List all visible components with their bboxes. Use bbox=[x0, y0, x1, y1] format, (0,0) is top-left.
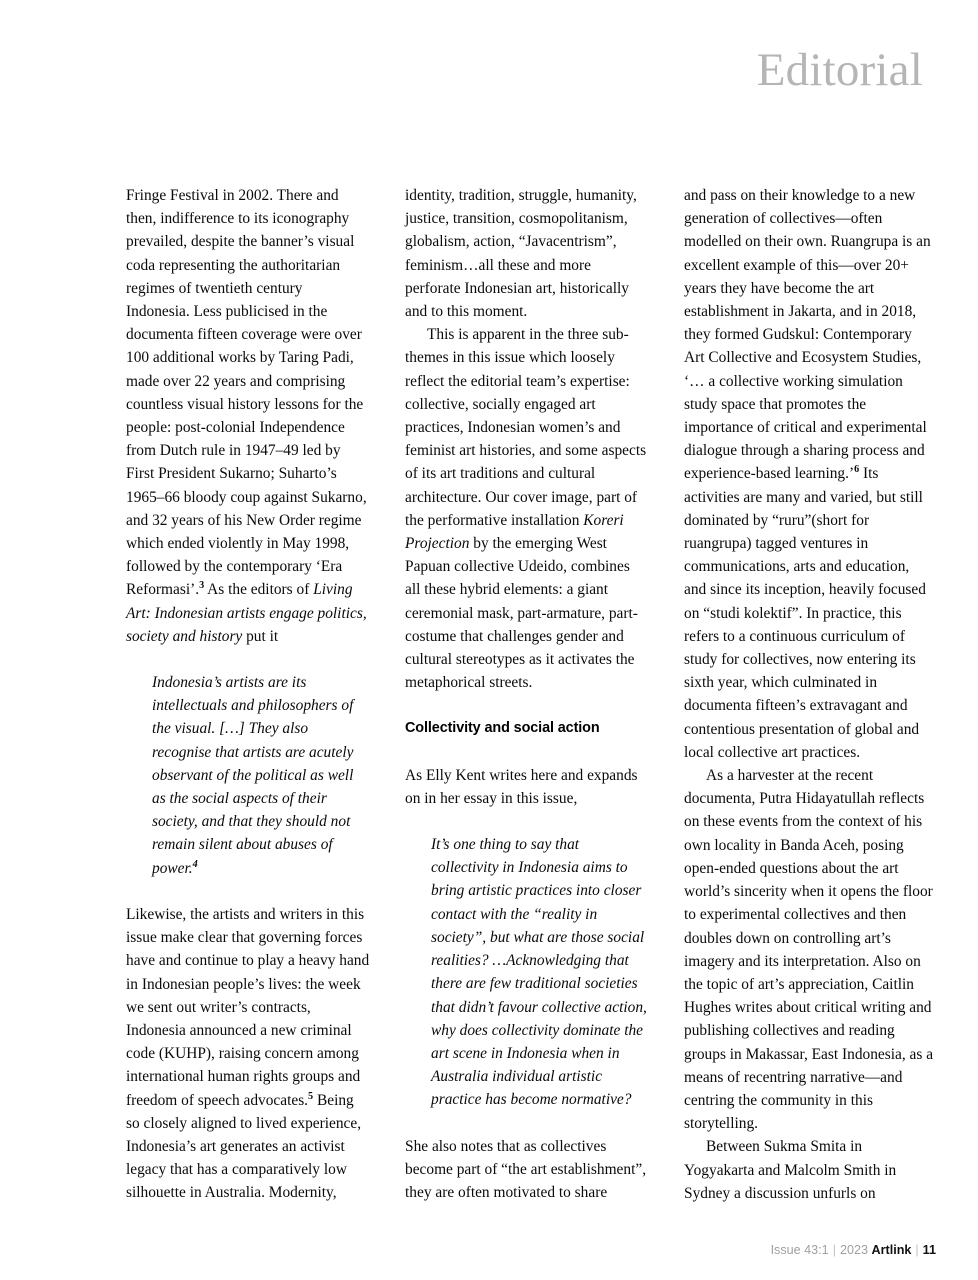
paragraph: identity, tradition, struggle, humanity, justice, transition, cosmopolitanism, globalism, action, “Javacentrism”, feminism…all these and more perforate Indonesian art, historically and to this moment. bbox=[405, 187, 637, 321]
page-footer bbox=[0, 1242, 936, 1258]
column-2 bbox=[405, 184, 649, 1205]
block-quote: It’s one thing to say that collectivity in Indonesia aims to bring artistic practices into closer contact with the “reality in society”, but what are those social realities? …Acknowledging that there are few traditional societies that didn’t favour collective action, why does collectivity dominate the art scene in Indonesia when in Australia individual artistic practice has become normative? bbox=[431, 836, 647, 1109]
paragraph-text: Being so closely aligned to lived experience, Indonesia’s art generates an activist legacy that has a comparatively low silhouette in Australia. Modernity, bbox=[126, 1091, 362, 1202]
paragraph-text: As the editors of bbox=[204, 581, 314, 599]
column-1 bbox=[126, 184, 370, 1205]
page-header bbox=[0, 42, 923, 112]
paragraph bbox=[126, 184, 370, 648]
block-quote-text: Indonesia’s artists are its intellectuals and philosophers of the visual. […] They also recognise that artists are acutely observant of the political as well as the social aspects of their society, and that they should not remain silent about abuses of power. bbox=[152, 674, 354, 877]
book-title: Living Art: Indonesian artists engage politics, society and history bbox=[126, 581, 367, 645]
paragraph-text: and pass on their knowledge to a new generation of collectives—often modelled on their own. Ruangrupa is an excellent example of this—over 20+ years they have become the art establishment in Jakarta, and in 2018, they formed Gudskul: Contemporary Art Collective and Ecosystem Studies, ‘… a collective working simulation study space that promotes the importance of critical and experimental dialogue through a sharing process and experience-based learning.’ bbox=[684, 187, 931, 483]
footnote-marker[interactable]: 5 bbox=[308, 1090, 314, 1102]
paragraph: As a harvester at the recent documenta, Putra Hidayatullah reflects on these events from the context of his own locality in Banda Aceh, posing open-ended questions about the art world’s sincerity when it opens the floor to experimental collectives and then doubles down on controlling art’s imagery and its interpretation. Also on the topic of art’s appreciation, Caitlin Hughes writes about critical writing and publishing collectives and reading groups in Makassar, East Indonesia, as a means of recentring narrative—and centring the community in this storytelling. bbox=[684, 767, 934, 1133]
article-columns bbox=[126, 184, 934, 1205]
footer-page-number: 11 bbox=[922, 1243, 936, 1257]
footer-year: 2023 bbox=[839, 1243, 868, 1257]
paragraph bbox=[126, 903, 370, 1205]
block-quote bbox=[126, 671, 370, 880]
footer-separator: | bbox=[915, 1243, 919, 1257]
footnote-marker[interactable]: 6 bbox=[854, 464, 860, 476]
footer-brand: Artlink bbox=[871, 1243, 912, 1257]
footnote-marker[interactable]: 3 bbox=[199, 580, 205, 592]
footnote-marker[interactable]: 4 bbox=[192, 858, 198, 870]
footer-issue: Issue 43:1 bbox=[770, 1243, 829, 1257]
paragraph: Between Sukma Smita in Yogyakarta and Malcolm Smith in Sydney a discussion unfurls on bbox=[684, 1138, 897, 1202]
paragraph-text: Its activities are many and varied, but still dominated by “ruru”(short for ruangrupa) tagged ventures in communications, arts and education, and since its inception, heavily focused on “studi kolektif”. In practice, this refers to a continuous curriculum of study for collectives, now entering its sixth year, which culminated in documenta fifteen’s extravagant and contentious presentation of global and local collective art practices. bbox=[684, 465, 926, 761]
column-3 bbox=[684, 184, 934, 1205]
paragraph bbox=[684, 184, 934, 764]
footer-separator: | bbox=[832, 1243, 836, 1257]
artwork-title: Koreri Projection bbox=[405, 511, 624, 553]
paragraph-text: by the emerging West Papuan collective Udeido, combines all these hybrid elements: a giant ceremonial mask, part-armature, part-costume that challenges gender and cultural stereotypes as it activates the metaphorical streets. bbox=[405, 535, 638, 692]
paragraph-text: Likewise, the artists and writers in this issue make clear that governing forces have and continue to play a heavy hand in Indonesian people’s lives: the week we sent out writer’s contracts, Indonesia announced a new criminal code (KUHP), raising concern among international human rights groups and freedom of speech advocates. bbox=[126, 905, 370, 1109]
paragraph-text: Fringe Festival in 2002. There and then, indifference to its iconography prevailed, despite the banner’s visual coda representing the authoritarian regimes of twentieth century Indonesia. Less publicised in the documenta fifteen coverage were over 100 additional works by Taring Padi, made over 22 years and comprising countless visual history lessons for the people: post-colonial Independence from Dutch rule in 1947–49 led by First President Sukarno; Suharto’s 1965–66 bloody coup against Sukarno, and 32 years of his New Order regime which ended violently in May 1998, followed by the contemporary ‘Era Reformasi’. bbox=[126, 187, 367, 599]
paragraph: She also notes that as collectives become part of “the art establishment”, they are often motivated to share bbox=[405, 1137, 647, 1201]
paragraph bbox=[405, 323, 649, 694]
paragraph-text: This is apparent in the three sub-themes in this issue which loosely reflect the editorial team’s expertise: collective, socially engaged art practices, Indonesian women’s and feminist art histories, and some aspects of its art traditions and cultural architecture. Our cover image, part of the performative installation bbox=[405, 326, 647, 529]
paragraph: As Elly Kent writes here and expands on in her essay in this issue, bbox=[405, 766, 638, 807]
page-title: Editorial bbox=[756, 44, 923, 96]
paragraph-text: put it bbox=[242, 627, 279, 645]
section-subheading: Collectivity and social action bbox=[405, 720, 600, 737]
